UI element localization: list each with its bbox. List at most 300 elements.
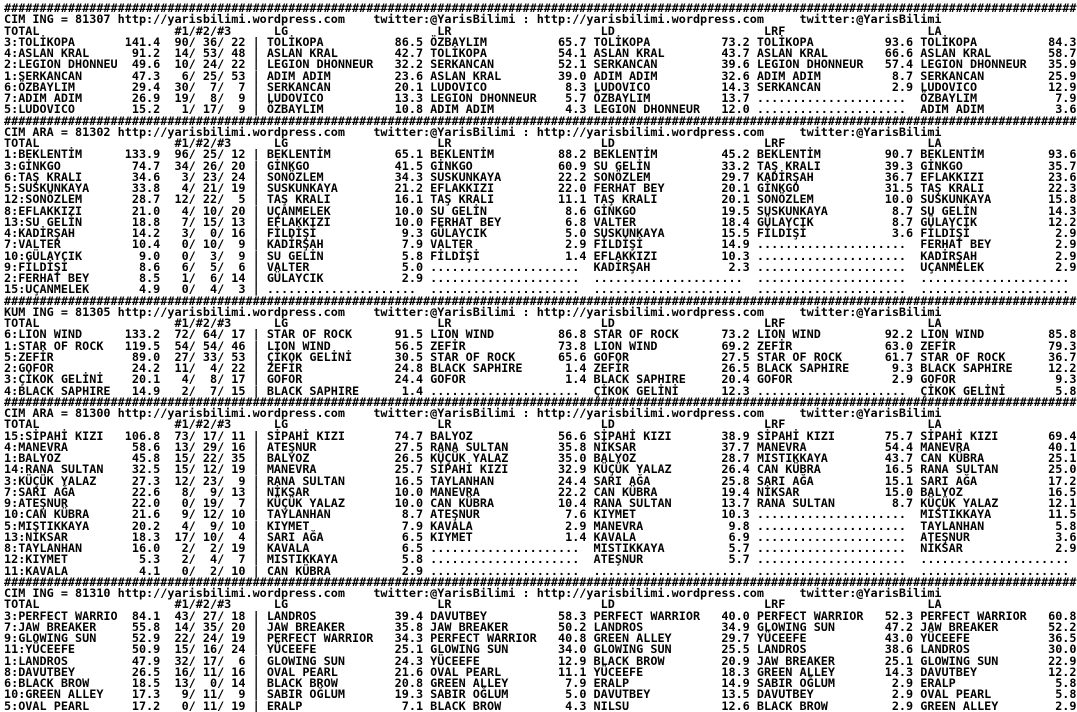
pair-lrf: SERKANCAN 2.9 — [756, 79, 921, 94]
pair-ld: GOFOR 27.5 — [593, 349, 757, 364]
row-horse: 15:SİPAHİ KIZI — [4, 428, 118, 443]
pair-lr: GREEN ALLEY 7.9 — [430, 676, 594, 690]
row-places: 12/ 22/ 5 — [160, 192, 246, 207]
pair-lrf: LANDROS 38.6 — [756, 642, 921, 657]
pair-lg: KIYMET 7.9 — [266, 518, 431, 533]
pair-lg: BLACK SAPHIRE 1.4 — [266, 383, 431, 398]
column-divider: | — [245, 676, 267, 690]
pair-lg: YÜCEEFE 25.1 — [266, 642, 431, 657]
row-places: 22/ 24/ 19 — [160, 631, 246, 645]
row-places: 17/ 10/ 4 — [160, 529, 246, 544]
row-total: 14.9 — [117, 383, 161, 398]
pair-lr: VALTER 2.9 — [430, 237, 594, 252]
pair-ld: SU GELİN 33.2 — [593, 158, 757, 173]
pair-ld: BALYOZ 28.7 — [593, 451, 757, 465]
pair-ld: LION WIND 69.2 — [593, 338, 757, 353]
pair-lg: BEKLENTİM 65.1 — [266, 147, 431, 162]
row-total: 84.1 — [117, 608, 161, 623]
row-horse: 13:SU GELİN — [4, 214, 118, 229]
column-divider: | — [245, 518, 267, 533]
pair-la: ..................... — [920, 552, 1077, 567]
row-total: 52.9 — [117, 631, 161, 645]
col-header-lrf: LRF — [763, 417, 928, 432]
row-horse: 6:ÖZBAYLIM — [4, 79, 118, 94]
column-divider: | — [245, 181, 267, 195]
row-places: 13/ 29/ 16 — [160, 439, 246, 454]
row-total: 32.5 — [117, 462, 161, 477]
pair-lrf: ..................... — [756, 518, 921, 533]
pair-lr: BALYOZ 56.6 — [430, 428, 594, 443]
pair-lrf: KADİRŞAH 36.7 — [756, 169, 921, 184]
pair-lrf: DAVUTBEY 2.9 — [756, 687, 921, 702]
pair-lg: ÇİKOK GELİNİ 30.5 — [266, 349, 431, 364]
column-divider: | — [245, 439, 267, 454]
pair-ld: TAŞ KRALI 20.1 — [593, 192, 757, 207]
row-horse: 11:KAVALA — [4, 563, 118, 578]
pair-ld: ÇİKOK GELİNİ 12.3 — [593, 383, 757, 398]
row-horse: 8:DAVUTBEY — [4, 664, 118, 679]
pair-lg: LION WIND 56.5 — [266, 338, 431, 353]
pair-lrf: ..................... — [756, 541, 921, 555]
pair-lr: BLACK BROW 4.3 — [430, 698, 594, 712]
pair-la: GİNKGO 35.7 — [920, 158, 1077, 173]
row-total: 26.9 — [117, 91, 161, 105]
pair-lrf: GİNKGO 31.5 — [756, 181, 921, 195]
pair-lg: BALYOZ 26.5 — [266, 451, 431, 465]
pair-lr: SU GELİN 8.6 — [430, 203, 594, 218]
column-divider: | — [245, 451, 267, 465]
pair-lg: SİPAHİ KIZI 74.7 — [266, 428, 431, 443]
row-horse: 4:MANEVRA — [4, 439, 118, 454]
pair-lg: LANDROS 39.4 — [266, 608, 431, 623]
column-divider: | — [245, 563, 267, 578]
pair-lr: JAW BREAKER 50.2 — [430, 619, 594, 634]
row-places: 72/ 64/ 17 — [160, 327, 246, 342]
pair-la: NİKSAR 2.9 — [920, 541, 1077, 555]
pair-la: YÜCEEFE 36.5 — [920, 631, 1077, 645]
pair-lrf: ADIM ADIM 8.7 — [756, 68, 921, 83]
pair-ld: YÜCEEFE 18.3 — [593, 664, 757, 679]
pair-lr: LUDOVICO 8.3 — [430, 79, 594, 94]
pair-lr: MANEVRA 22.2 — [430, 484, 594, 499]
column-divider: | — [245, 484, 267, 499]
pair-la: ..................... — [920, 563, 1077, 578]
pair-lr: TAŞ KRALI 11.1 — [430, 192, 594, 207]
pair-la: ÖZBAYLIM 7.9 — [920, 91, 1077, 105]
row-horse: 5:SUSKUNKAYA — [4, 181, 118, 195]
pair-lg: ÖZBAYLIM 10.8 — [266, 102, 431, 117]
pair-ld: KÜÇÜK YALAZ 26.4 — [593, 462, 757, 477]
col-header-lrf: LRF — [763, 597, 928, 612]
pair-la: OVAL PEARL 5.8 — [920, 687, 1077, 702]
pair-lrf: TAŞ KRALI 39.3 — [756, 158, 921, 173]
pair-lg: MISTIKKAYA 5.8 — [266, 552, 431, 567]
row-total: 4.9 — [117, 282, 161, 297]
pair-la: ..................... — [920, 271, 1077, 285]
row-places: 0/ 19/ 7 — [160, 496, 246, 510]
col-header-lr: LR — [437, 597, 601, 612]
pair-lg: CAN KÜBRA 2.9 — [266, 563, 431, 578]
row-places: 27/ 33/ 53 — [160, 349, 246, 364]
column-divider: | — [245, 529, 267, 544]
pair-la: EFLAKKIZI 23.6 — [920, 169, 1077, 184]
row-total: 119.5 — [117, 338, 161, 353]
section-twitter-2: twitter:@YarisBilimi — [799, 12, 942, 27]
row-total: 18.5 — [117, 676, 161, 690]
pair-lr: YÜCEEFE 12.9 — [430, 653, 594, 668]
pair-lrf: ..................... — [756, 259, 921, 274]
pair-ld: GREEN ALLEY 29.7 — [593, 631, 757, 645]
row-places: 2/ 2/ 19 — [160, 541, 246, 555]
row-places: 15/ 22/ 35 — [160, 451, 246, 465]
pair-lrf: MISTIKKAYA 43.7 — [756, 451, 921, 465]
pair-lg: NİKSAR 10.0 — [266, 484, 431, 499]
title-separator: : — [515, 304, 537, 319]
row-horse: 6:TAŞ KRALI — [4, 169, 118, 184]
col-header-places: #1/#2/#3 — [174, 597, 274, 612]
column-divider: | — [245, 687, 267, 702]
pair-la: BLACK SAPHIRE 12.2 — [920, 361, 1077, 375]
row-horse: 1:SERKANCAN — [4, 68, 118, 83]
section-url: http://yarisbilimi.wordpress.com — [117, 12, 374, 27]
row-horse: 14:RANA SULTAN — [4, 462, 118, 477]
row-places: 3/ 0/ 16 — [160, 226, 246, 240]
pair-lr: DAVUTBEY 58.3 — [430, 608, 594, 623]
pair-lrf: BLACK BROW 2.9 — [756, 698, 921, 712]
row-horse: 3:KÜÇÜK YALAZ — [4, 473, 118, 488]
col-header-lrf: LRF — [763, 23, 928, 38]
pair-lr: ..................... — [430, 383, 594, 398]
column-divider: | — [245, 147, 267, 162]
row-total: 24.2 — [117, 361, 161, 375]
row-total: 27.3 — [117, 473, 161, 488]
row-horse: 8:TAYLANHAN — [4, 541, 118, 555]
column-divider: | — [245, 473, 267, 488]
column-divider: | — [245, 507, 267, 522]
pair-ld: PERFECT WARRIOR 40.0 — [593, 608, 757, 623]
row-places: 96/ 25/ 12 — [160, 147, 246, 162]
column-divider: | — [245, 338, 267, 353]
pair-la: SİPAHİ KIZI 69.4 — [920, 428, 1077, 443]
pair-lr: STAR OF ROCK 65.6 — [430, 349, 594, 364]
pair-ld: ..................... — [593, 271, 757, 285]
pair-la: LANDROS 30.0 — [920, 642, 1077, 657]
pair-lr: ÖZBAYLIM 65.7 — [430, 34, 594, 49]
col-header-ld: LD — [600, 417, 764, 432]
section-twitter-2: twitter:@YarisBilimi — [799, 586, 942, 600]
section-url-2: http://yarisbilimi.wordpress.com — [536, 586, 800, 600]
section-title: CIM ARA = 81300 — [4, 406, 118, 420]
row-places: 6/ 25/ 53 — [160, 68, 246, 83]
col-header-ld: LD — [600, 136, 764, 150]
pair-lg: GOFOR 24.4 — [266, 372, 431, 387]
row-total: 14.2 — [117, 226, 161, 240]
section-title: KUM ING = 81305 — [4, 304, 118, 319]
pair-lrf: TOLİKOPA 93.6 — [756, 34, 921, 49]
pair-ld: ÖZBAYLIM 13.7 — [593, 91, 757, 105]
row-places: 14/ 53/ 48 — [160, 46, 246, 60]
pair-la: KADİRŞAH 2.9 — [920, 248, 1077, 263]
row-places: 16/ 11/ 16 — [160, 664, 246, 679]
column-divider: | — [245, 631, 267, 645]
column-divider: | — [245, 79, 267, 94]
row-horse: 2:LEGION DHONNEU — [4, 57, 118, 72]
section-title: CIM ING = 81307 — [4, 12, 118, 27]
pair-ld: SERKANCAN 39.6 — [593, 57, 757, 72]
row-horse: 12:KIYMET — [4, 552, 118, 567]
pair-lg: SONÖZLEM 34.3 — [266, 169, 431, 184]
pair-ld: VALTER 18.4 — [593, 214, 757, 229]
column-divider: | — [245, 68, 267, 83]
pair-lrf: MANEVRA 54.4 — [756, 439, 921, 454]
row-total: 106.8 — [117, 428, 161, 443]
col-header-total: TOTAL — [4, 136, 175, 150]
column-divider: | — [245, 91, 267, 105]
pair-ld: MISTIKKAYA 5.7 — [593, 541, 757, 555]
row-total: 28.7 — [117, 192, 161, 207]
row-total: 9.0 — [117, 248, 161, 263]
row-total: 50.9 — [117, 642, 161, 657]
section-title: CIM ING = 81310 — [4, 586, 118, 600]
pair-ld: BEKLENTİM 45.2 — [593, 147, 757, 162]
pair-la: TAŞ KRALI 22.3 — [920, 181, 1077, 195]
row-total: 21.6 — [117, 507, 161, 522]
col-header-lg: LG — [273, 597, 438, 612]
pair-lg: KÜÇÜK YALAZ 10.0 — [266, 496, 431, 510]
pair-ld: LEGION DHONNEUR 12.0 — [593, 102, 757, 117]
row-horse: 7:JAW BREAKER — [4, 619, 118, 634]
row-horse: 11:YÜCEEFE — [4, 642, 118, 657]
pair-lrf: BEKLENTİM 90.7 — [756, 147, 921, 162]
pair-ld: EFLAKKIZI 10.3 — [593, 248, 757, 263]
row-horse: 1:LANDROS — [4, 653, 118, 668]
row-horse: 7:SARI AĞA — [4, 484, 118, 499]
column-divider: | — [245, 327, 267, 342]
pair-lg: ZEFİR 24.8 — [266, 361, 431, 375]
pair-la: ATEŞNUR 3.6 — [920, 529, 1077, 544]
pair-lg: SERKANCAN 20.1 — [266, 79, 431, 94]
row-horse: 5:LUDOVICO — [4, 102, 118, 117]
pair-la: GLOWING SUN 22.9 — [920, 653, 1077, 668]
pair-la: SUSKUNKAYA 15.8 — [920, 192, 1077, 207]
pair-la: CAN KÜBRA 25.1 — [920, 451, 1077, 465]
pair-lg: BLACK BROW 20.8 — [266, 676, 431, 690]
row-horse: 10:GÜLAYCIK — [4, 248, 118, 263]
pair-ld: ADIM ADIM 32.6 — [593, 68, 757, 83]
section-url: http://yarisbilimi.wordpress.com — [117, 124, 374, 139]
col-header-la: LA — [927, 597, 942, 612]
pair-lrf: ..................... — [756, 282, 921, 297]
pair-lg: GLOWING SUN 24.3 — [266, 653, 431, 668]
row-horse: 3:GİNKGO — [4, 158, 118, 173]
column-divider: | — [245, 653, 267, 668]
col-header-lrf: LRF — [763, 316, 928, 330]
row-places: 6/ 5/ 6 — [160, 259, 246, 274]
pair-lr: TOLİKOPA 54.1 — [430, 46, 594, 60]
col-header-lr: LR — [437, 316, 601, 330]
section-twitter: twitter:@YarisBilimi — [373, 12, 516, 27]
pair-lr: ASLAN KRAL 39.0 — [430, 68, 594, 83]
row-total: 22.6 — [117, 484, 161, 499]
col-header-total: TOTAL — [4, 23, 175, 38]
row-horse: 9:ATEŞNUR — [4, 496, 118, 510]
row-places: 14/ 35/ 20 — [160, 619, 246, 634]
pair-lr: RANA SULTAN 35.8 — [430, 439, 594, 454]
row-places: 43/ 27/ 18 — [160, 608, 246, 623]
pair-lr: KIYMET 1.4 — [430, 529, 594, 544]
column-divider: | — [245, 349, 267, 364]
section-url-2: http://yarisbilimi.wordpress.com — [536, 124, 800, 139]
row-places: 10/ 24/ 22 — [160, 57, 246, 72]
pair-lg: VALTER 5.0 — [266, 259, 431, 274]
pair-lr: KAVALA 2.9 — [430, 518, 594, 533]
pair-lg: KAVALA 6.5 — [266, 541, 431, 555]
col-header-lrf: LRF — [763, 136, 928, 150]
row-total: 74.7 — [117, 158, 161, 173]
column-divider: | — [245, 214, 267, 229]
pair-lg: LEGION DHONNEUR 32.2 — [266, 57, 431, 72]
pair-lr: ATEŞNUR 7.6 — [430, 507, 594, 522]
pair-la: ZEFİR 79.3 — [920, 338, 1077, 353]
section-twitter: twitter:@YarisBilimi — [373, 304, 516, 319]
pair-lrf: GREEN ALLEY 14.3 — [756, 664, 921, 679]
column-divider: | — [245, 46, 267, 60]
row-total: 133.2 — [117, 327, 161, 342]
pair-ld: ZEFİR 26.5 — [593, 361, 757, 375]
row-horse: 4:KADİRŞAH — [4, 226, 118, 240]
row-places: 9/ 12/ 10 — [160, 507, 246, 522]
pair-lg: TAYLANHAN 8.7 — [266, 507, 431, 522]
section-url: http://yarisbilimi.wordpress.com — [117, 304, 374, 319]
section-twitter: twitter:@YarisBilimi — [373, 124, 516, 139]
row-places: 1/ 6/ 14 — [160, 271, 246, 285]
pair-ld: ..................... — [593, 282, 757, 297]
row-places: 15/ 12/ 19 — [160, 462, 246, 477]
row-places: 30/ 7/ 7 — [160, 79, 246, 94]
section-twitter: twitter:@YarisBilimi — [373, 586, 516, 600]
pair-lrf: ..................... — [756, 102, 921, 117]
row-total: 20.2 — [117, 518, 161, 533]
row-horse: 1:BALYOZ — [4, 451, 118, 465]
col-header-lg: LG — [273, 23, 438, 38]
border-hashes: ####################################################################################################################################################### — [4, 293, 1077, 308]
section-url-2: http://yarisbilimi.wordpress.com — [536, 406, 800, 420]
col-header-places: #1/#2/#3 — [174, 136, 274, 150]
pair-lrf: GLOWING SUN 47.2 — [756, 619, 921, 634]
column-divider: | — [245, 158, 267, 173]
pair-lg: ATEŞNUR 27.5 — [266, 439, 431, 454]
pair-lr: LEGION DHONNEUR 5.7 — [430, 91, 594, 105]
row-places: 4/ 9/ 10 — [160, 518, 246, 533]
column-divider: | — [245, 34, 267, 49]
pair-la: FİLDİŞİ 2.9 — [920, 226, 1077, 240]
row-places: 2/ 4/ 7 — [160, 552, 246, 567]
pair-lg: FİLDİŞİ 9.3 — [266, 226, 431, 240]
row-horse: 10:CAN KÜBRA — [4, 507, 118, 522]
pair-ld: NILSU 12.6 — [593, 698, 757, 712]
pair-lg: RANA SULTAN 16.5 — [266, 473, 431, 488]
column-divider: | — [245, 361, 267, 375]
pair-ld: CAN KÜBRA 19.4 — [593, 484, 757, 499]
pair-la: SU GELİN 14.3 — [920, 203, 1077, 218]
pair-lr: ..................... — [430, 541, 594, 555]
column-divider: | — [245, 271, 267, 285]
pair-ld: ASLAN KRAL 43.7 — [593, 46, 757, 60]
pair-ld: SONÖZLEM 29.7 — [593, 169, 757, 184]
row-horse: 2:FERHAT BEY — [4, 271, 118, 285]
pair-ld: BLACK BROW 20.9 — [593, 653, 757, 668]
row-horse: 5:MISTIKKAYA — [4, 518, 118, 533]
row-horse: 5:OVAL PEARL — [4, 698, 118, 712]
pair-la: MANEVRA 40.1 — [920, 439, 1077, 454]
column-divider: | — [245, 642, 267, 657]
pair-ld: DAVUTBEY 13.5 — [593, 687, 757, 702]
row-total: 47.3 — [117, 68, 161, 83]
pair-lr: FİLDİŞİ 1.4 — [430, 248, 594, 263]
pair-ld: TOLİKOPA 73.2 — [593, 34, 757, 49]
row-places: 11/ 4/ 22 — [160, 361, 246, 375]
col-header-la: LA — [927, 23, 942, 38]
pair-lrf: STAR OF ROCK 61.7 — [756, 349, 921, 364]
pair-la: UÇANMELEK 2.9 — [920, 259, 1077, 274]
row-places: 73/ 17/ 11 — [160, 428, 246, 443]
column-divider: | — [245, 169, 267, 184]
row-places: 12/ 23/ 9 — [160, 473, 246, 488]
pair-la: JAW BREAKER 52.2 — [920, 619, 1077, 634]
pair-lr: CAN KÜBRA 10.4 — [430, 496, 594, 510]
pair-la: STAR OF ROCK 36.7 — [920, 349, 1077, 364]
pair-la: ASLAN KRAL 58.7 — [920, 46, 1077, 60]
col-header-total: TOTAL — [4, 417, 175, 432]
pair-lrf: RANA SULTAN 8.7 — [756, 496, 921, 510]
pair-la: MISTIKKAYA 11.5 — [920, 507, 1077, 522]
col-header-lr: LR — [437, 23, 601, 38]
pair-lrf: ..................... — [756, 271, 921, 285]
row-total: 4.1 — [117, 563, 161, 578]
pair-lr: PERFECT WARRIOR 40.8 — [430, 631, 594, 645]
pair-lrf: FİLDİŞİ 3.6 — [756, 226, 921, 240]
col-header-places: #1/#2/#3 — [174, 316, 274, 330]
row-total: 33.8 — [117, 181, 161, 195]
pair-lr: SİPAHİ KIZI 32.9 — [430, 462, 594, 477]
pair-la: TOLİKOPA 84.3 — [920, 34, 1077, 49]
pair-lg: TOLİKOPA 86.5 — [266, 34, 431, 49]
pair-lr: ..................... — [430, 552, 594, 567]
pair-lg: SARI AĞA 6.5 — [266, 529, 431, 544]
pair-la: TAYLANHAN 5.8 — [920, 518, 1077, 533]
pair-lg: JAW BREAKER 35.8 — [266, 619, 431, 634]
row-places: 4/ 10/ 20 — [160, 203, 246, 218]
pair-lr: TAYLANHAN 24.4 — [430, 473, 594, 488]
row-total: 45.8 — [117, 451, 161, 465]
row-total: 26.5 — [117, 664, 161, 679]
pair-lr: ..................... — [430, 282, 594, 297]
section-title: CIM ARA = 81302 — [4, 124, 118, 139]
column-divider: | — [245, 192, 267, 207]
pair-lr: GÜLAYCIK 5.0 — [430, 226, 594, 240]
column-divider: | — [245, 203, 267, 218]
pair-lr: BLACK SAPHIRE 1.4 — [430, 361, 594, 375]
pair-la: LEGION DHONNEUR 35.9 — [920, 57, 1077, 72]
row-places: 90/ 36/ 22 — [160, 34, 246, 49]
pair-lg: ..................... — [266, 282, 431, 297]
pair-la: SERKANCAN 25.9 — [920, 68, 1077, 83]
row-total: 47.9 — [117, 653, 161, 668]
row-places: 32/ 17/ 6 — [160, 653, 246, 668]
pair-lrf: YÜCEEFE 43.0 — [756, 631, 921, 645]
pair-lg: ADIM ADIM 23.6 — [266, 68, 431, 83]
col-header-lr: LR — [437, 417, 601, 432]
